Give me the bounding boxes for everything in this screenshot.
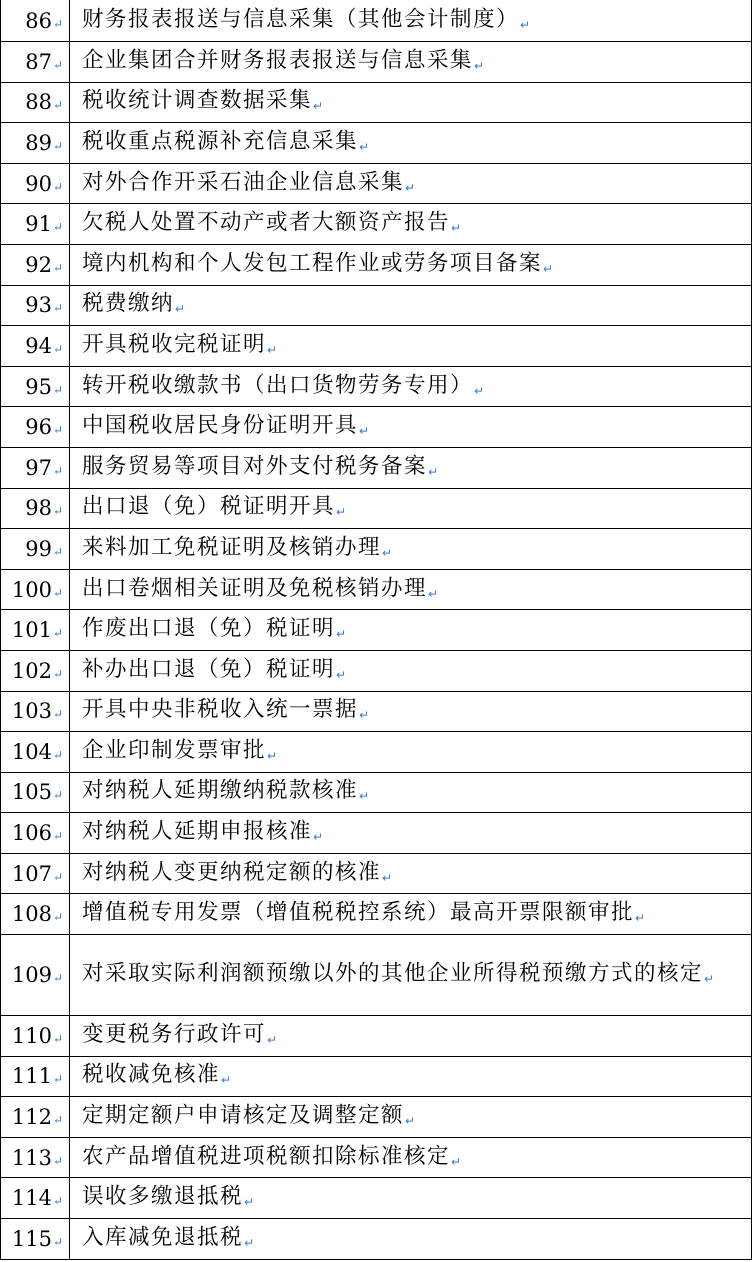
table-row <box>1 1097 751 1138</box>
paragraph-mark-icon: ↵ <box>52 1194 63 1209</box>
table-row <box>1 651 751 692</box>
row-number: 114 <box>11 1186 52 1211</box>
item-cell <box>70 123 751 163</box>
item-cell <box>70 1097 751 1137</box>
item-name: 税收减免核准 <box>82 1062 221 1088</box>
item-name: 增值税专用发票（增值税税控系统）最高开票限额审批 <box>82 900 635 926</box>
paragraph-mark-icon: ↵ <box>52 463 63 478</box>
table-row <box>1 326 751 367</box>
item-name: 对纳税人变更纳税定额的核准 <box>82 859 382 885</box>
row-number: 95 <box>25 374 52 399</box>
row-number: 102 <box>11 658 52 683</box>
table-row <box>1 245 751 286</box>
row-number-cell <box>1 286 70 326</box>
row-number: 87 <box>25 49 52 74</box>
paragraph-mark-icon: ↵ <box>704 972 716 987</box>
item-cell <box>70 1138 751 1178</box>
row-number-cell <box>1 42 70 82</box>
table-row <box>1 1178 751 1219</box>
item-cell <box>70 935 751 1015</box>
item-cell <box>70 610 751 650</box>
row-number: 103 <box>11 699 52 724</box>
row-number: 108 <box>11 902 52 927</box>
row-number-cell <box>1 0 70 41</box>
paragraph-mark-icon: ↵ <box>52 869 63 884</box>
row-number: 105 <box>11 780 52 805</box>
paragraph-mark-icon: ↵ <box>52 382 63 397</box>
table-row <box>1 1057 751 1098</box>
row-number-cell <box>1 732 70 772</box>
table-row <box>1 204 751 245</box>
row-number: 104 <box>11 739 52 764</box>
item-name: 定期定额户申请核定及调整定额 <box>82 1103 405 1129</box>
row-number: 93 <box>25 293 52 318</box>
paragraph-mark-icon: ↵ <box>359 139 371 154</box>
row-number-cell <box>1 1097 70 1137</box>
item-cell <box>70 42 751 82</box>
paragraph-mark-icon: ↵ <box>336 505 348 520</box>
row-number: 90 <box>25 171 52 196</box>
paragraph-mark-icon: ↵ <box>52 301 63 316</box>
row-number: 88 <box>25 90 52 115</box>
row-number-cell <box>1 894 70 934</box>
row-number: 96 <box>25 415 52 440</box>
item-cell <box>70 570 751 610</box>
table-row <box>1 773 751 814</box>
item-name: 农产品增值税进项税额扣除标准核定 <box>82 1143 451 1169</box>
item-cell <box>70 489 751 529</box>
item-cell <box>70 83 751 123</box>
paragraph-mark-icon: ↵ <box>474 58 486 73</box>
paragraph-mark-icon: ↵ <box>52 666 63 681</box>
paragraph-mark-icon: ↵ <box>244 1235 256 1250</box>
row-number-cell <box>1 610 70 650</box>
row-number-cell <box>1 1219 70 1259</box>
table-row <box>1 83 751 124</box>
row-number: 109 <box>11 963 52 988</box>
table-row <box>1 732 751 773</box>
row-number-cell <box>1 570 70 610</box>
item-cell <box>70 854 751 894</box>
row-number: 97 <box>25 455 52 480</box>
row-number: 100 <box>11 577 52 602</box>
row-number-cell <box>1 164 70 204</box>
paragraph-mark-icon: ↵ <box>52 98 63 113</box>
row-number-cell <box>1 773 70 813</box>
row-number: 112 <box>11 1105 52 1130</box>
paragraph-mark-icon: ↵ <box>635 911 647 926</box>
item-cell <box>70 1219 751 1259</box>
item-cell <box>70 164 751 204</box>
paragraph-mark-icon: ↵ <box>52 1153 63 1168</box>
table-row <box>1 813 751 854</box>
paragraph-mark-icon: ↵ <box>359 424 371 439</box>
row-number-cell <box>1 1016 70 1056</box>
paragraph-mark-icon: ↵ <box>52 829 63 844</box>
item-name: 税收统计调查数据采集 <box>82 88 313 114</box>
item-name: 开具中央非税收入统一票据 <box>82 697 359 723</box>
paragraph-mark-icon: ↵ <box>52 138 63 153</box>
paragraph-mark-icon: ↵ <box>244 1195 256 1210</box>
item-cell <box>70 773 751 813</box>
paragraph-mark-icon: ↵ <box>267 1032 279 1047</box>
paragraph-mark-icon: ↵ <box>267 342 279 357</box>
paragraph-mark-icon: ↵ <box>175 302 187 317</box>
table-row <box>1 123 751 164</box>
table-row <box>1 529 751 570</box>
paragraph-mark-icon: ↵ <box>52 260 63 275</box>
paragraph-mark-icon: ↵ <box>313 830 325 845</box>
row-number-cell <box>1 83 70 123</box>
paragraph-mark-icon: ↵ <box>52 1234 63 1249</box>
row-number: 94 <box>25 333 52 358</box>
item-name: 作废出口退（免）税证明 <box>82 616 336 642</box>
table-row <box>1 1138 751 1179</box>
table-row <box>1 489 751 530</box>
item-name: 对外合作开采石油企业信息采集 <box>82 169 405 195</box>
row-number-cell <box>1 1138 70 1178</box>
row-number: 98 <box>25 496 52 521</box>
row-number-cell <box>1 529 70 569</box>
paragraph-mark-icon: ↵ <box>52 57 63 72</box>
paragraph-mark-icon: ↵ <box>336 667 348 682</box>
paragraph-mark-icon: ↵ <box>52 179 63 194</box>
table-row <box>1 0 751 42</box>
item-cell <box>70 326 751 366</box>
row-number: 113 <box>11 1145 52 1170</box>
paragraph-mark-icon: ↵ <box>52 1113 63 1128</box>
row-number: 86 <box>25 8 52 33</box>
paragraph-mark-icon: ↵ <box>52 544 63 559</box>
row-number-cell <box>1 123 70 163</box>
row-number: 91 <box>25 212 52 237</box>
table-row <box>1 894 751 935</box>
row-number-cell <box>1 692 70 732</box>
row-number: 106 <box>11 821 52 846</box>
item-name: 企业印制发票审批 <box>82 737 267 763</box>
table-row <box>1 367 751 408</box>
item-cell <box>70 1178 751 1218</box>
row-number-cell <box>1 1178 70 1218</box>
table-row <box>1 854 751 895</box>
row-number-cell <box>1 367 70 407</box>
item-cell <box>70 813 751 853</box>
paragraph-mark-icon: ↵ <box>52 707 63 722</box>
item-name: 服务贸易等项目对外支付税务备案 <box>82 453 428 479</box>
table-row <box>1 164 751 205</box>
row-number: 101 <box>11 618 52 643</box>
table-row <box>1 570 751 611</box>
row-number: 89 <box>25 130 52 155</box>
item-cell <box>70 245 751 285</box>
paragraph-mark-icon: ↵ <box>52 16 63 31</box>
row-number-cell <box>1 326 70 366</box>
paragraph-mark-icon: ↵ <box>382 545 394 560</box>
item-cell <box>70 204 751 244</box>
item-name: 对纳税人延期缴纳税款核准 <box>82 778 359 804</box>
item-name: 来料加工免税证明及核销办理 <box>82 534 382 560</box>
paragraph-mark-icon: ↵ <box>474 383 486 398</box>
paragraph-mark-icon: ↵ <box>336 627 348 642</box>
paragraph-mark-icon: ↵ <box>359 708 371 723</box>
item-name: 对采取实际利润额预缴以外的其他企业所得税预缴方式的核定 <box>82 961 704 987</box>
row-number-cell <box>1 489 70 529</box>
item-cell <box>70 529 751 569</box>
table-row <box>1 692 751 733</box>
table-row <box>1 1016 751 1057</box>
row-number: 110 <box>11 1023 52 1048</box>
paragraph-mark-icon: ↵ <box>52 585 63 600</box>
paragraph-mark-icon: ↵ <box>405 1114 417 1129</box>
item-name: 税收重点税源补充信息采集 <box>82 128 359 154</box>
item-cell <box>70 367 751 407</box>
row-number-cell <box>1 245 70 285</box>
paragraph-mark-icon: ↵ <box>313 99 325 114</box>
row-number: 107 <box>11 861 52 886</box>
item-cell <box>70 448 751 488</box>
item-name: 财务报表报送与信息采集（其他会计制度） <box>82 6 520 32</box>
item-name: 开具税收完税证明 <box>82 331 267 357</box>
paragraph-mark-icon: ↵ <box>451 221 463 236</box>
table-row <box>1 407 751 448</box>
paragraph-mark-icon: ↵ <box>52 1031 63 1046</box>
row-number-cell <box>1 407 70 447</box>
paragraph-mark-icon: ↵ <box>52 971 63 986</box>
row-number: 99 <box>25 536 52 561</box>
item-name: 出口退（免）税证明开具 <box>82 494 336 520</box>
row-number-cell <box>1 935 70 1015</box>
item-cell <box>70 407 751 447</box>
paragraph-mark-icon: ↵ <box>52 788 63 803</box>
paragraph-mark-icon: ↵ <box>359 789 371 804</box>
item-cell <box>70 651 751 691</box>
item-name: 境内机构和个人发包工程作业或劳务项目备案 <box>82 250 543 276</box>
table-row <box>1 1219 751 1260</box>
item-name: 补办出口退（免）税证明 <box>82 656 336 682</box>
item-cell <box>70 0 751 41</box>
row-number-cell <box>1 813 70 853</box>
item-name: 企业集团合并财务报表报送与信息采集 <box>82 47 474 73</box>
item-name: 误收多缴退抵税 <box>82 1184 244 1210</box>
row-number-cell <box>1 651 70 691</box>
item-name: 转开税收缴款书（出口货物劳务专用） <box>82 372 474 398</box>
item-name: 出口卷烟相关证明及免税核销办理 <box>82 575 428 601</box>
item-name: 对纳税人延期申报核准 <box>82 819 313 845</box>
paragraph-mark-icon: ↵ <box>405 180 417 195</box>
table-row <box>1 610 751 651</box>
item-cell <box>70 286 751 326</box>
row-number-cell <box>1 854 70 894</box>
paragraph-mark-icon: ↵ <box>52 626 63 641</box>
item-cell <box>70 732 751 772</box>
row-number-cell <box>1 448 70 488</box>
item-name: 变更税务行政许可 <box>82 1021 267 1047</box>
paragraph-mark-icon: ↵ <box>543 261 555 276</box>
row-number: 115 <box>11 1226 52 1251</box>
table-row <box>1 935 751 1016</box>
paragraph-mark-icon: ↵ <box>428 586 440 601</box>
item-cell <box>70 692 751 732</box>
row-number-cell <box>1 204 70 244</box>
paragraph-mark-icon: ↵ <box>267 748 279 763</box>
table-row <box>1 448 751 489</box>
item-cell <box>70 1016 751 1056</box>
paragraph-mark-icon: ↵ <box>52 910 63 925</box>
item-name: 中国税收居民身份证明开具 <box>82 413 359 439</box>
paragraph-mark-icon: ↵ <box>52 341 63 356</box>
paragraph-mark-icon: ↵ <box>382 870 394 885</box>
paragraph-mark-icon: ↵ <box>52 1072 63 1087</box>
row-number-cell <box>1 1057 70 1097</box>
item-cell <box>70 894 751 934</box>
paragraph-mark-icon: ↵ <box>52 747 63 762</box>
item-name: 税费缴纳 <box>82 291 175 317</box>
paragraph-mark-icon: ↵ <box>428 464 440 479</box>
item-cell <box>70 1057 751 1097</box>
paragraph-mark-icon: ↵ <box>221 1073 233 1088</box>
item-name: 入库减免退抵税 <box>82 1224 244 1250</box>
paragraph-mark-icon: ↵ <box>52 423 63 438</box>
table-row <box>1 42 751 83</box>
row-number: 92 <box>25 252 52 277</box>
row-number: 111 <box>11 1064 52 1089</box>
paragraph-mark-icon: ↵ <box>451 1154 463 1169</box>
table-row <box>1 286 751 327</box>
paragraph-mark-icon: ↵ <box>520 17 532 32</box>
paragraph-mark-icon: ↵ <box>52 220 63 235</box>
item-name: 欠税人处置不动产或者大额资产报告 <box>82 210 451 236</box>
paragraph-mark-icon: ↵ <box>52 504 63 519</box>
